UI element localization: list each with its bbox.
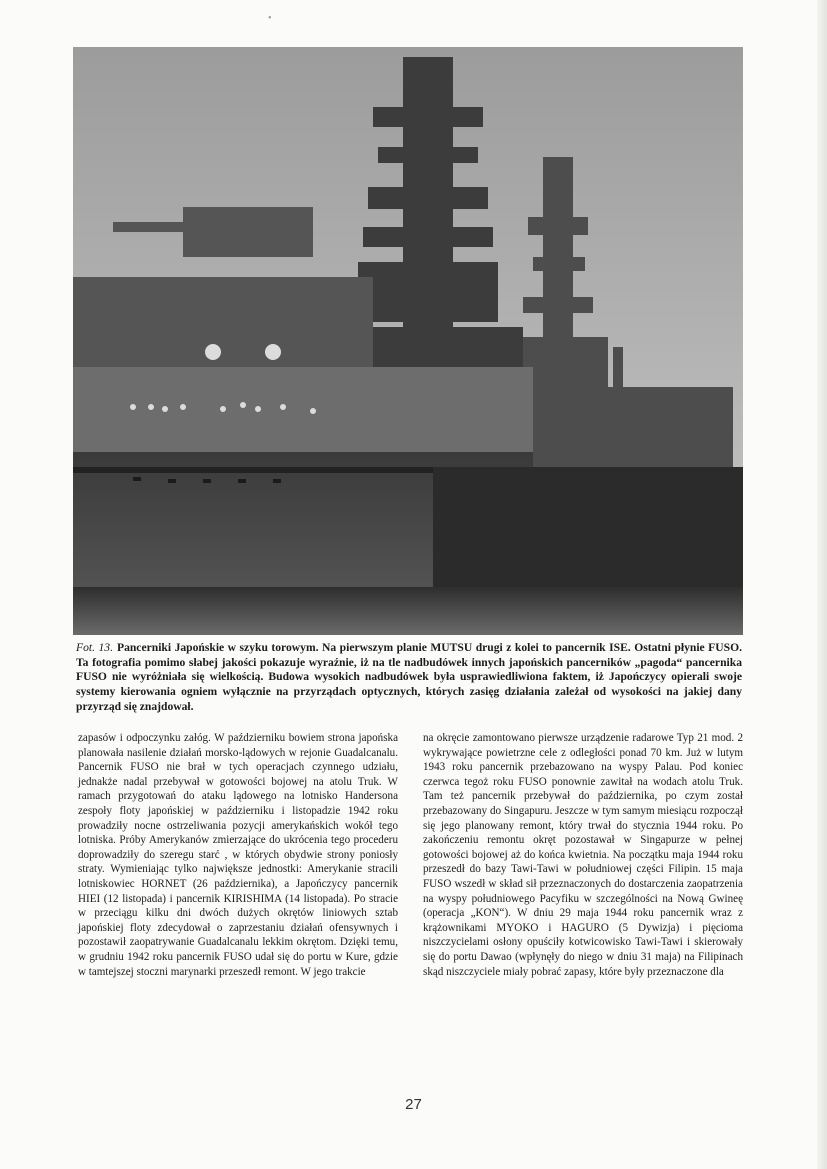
body-paragraph-right: na okręcie zamontowano pierwsze urządzenie radarowe Typ 21 mod. 2 wykrywające powietrzne cele z odległości ponad 70 km. Już w lutym 1943 roku pancernik przebazowano na wyspy Palau. Pod koniec czerwca tegoż roku FUSO ponownie zawitał na wodach atolu Truk. Tam też pancernik przebywał do października, po czym został przebazowany do Singapuru. Jeszcze w tym samym miesiącu rozpoczął się jego planowany remont, który trwał do stycznia 1944 roku. Po zakończeniu remontu okręt pozostawał w Singapurze w pełnej gotowości bojowej aż do końca kwietnia. Na początku maja 1944 roku przeszedł do bazy Tawi-Tawi w południowej części Filipin. 15 maja FUSO wszedł w skład sił przeznaczonych do dostarczenia zaopatrzenia na wyspy południowego Pacyfiku w szczególności na Nową Gwineę (operacja „KON“). W dniu 29 maja 1944 roku pancernik wraz z krążownikami MYOKO i HAGURO (5 Dywizja) i pięcioma niszczycielami osłony opuściły kotwicowisko Tawi-Tawi i skierowały się do portu Dawao (wpłynęły do niego w dniu 31 maja) na Filipinach skąd niszczyciele miały pobrać zapasy, które były przeznaczone dla <box>423 732 743 978</box>
text-column-right <box>423 731 743 979</box>
page-edge-shadow <box>817 0 827 1169</box>
body-paragraph-left: zapasów i odpoczynku załóg. W październiku bowiem strona japońska planowała nasilenie działań morsko-lądowych w rejonie Guadalcanalu. Pancernik FUSO nie brał w tych operacjach czynnego udziału, jednakże nadal przebywał w gotowości bojowej na atolu Truk. W ramach przygotowań do ataku lądowego na lotnisko Handersona zespoły floty japońskiej w październiku i listopadzie 1942 roku prowadziły nocne ostrzeliwania pozycji amerykańskich wokół tego lotniska. Próby Amerykanów zmierzające do ukrócenia tego procederu doprowadziły do szeregu starć , w których obydwie strony poniosły straty. Wymieniając tylko największe jednostki: Amerykanie stracili lotniskowiec HORNET (26 października), a Japończycy pancernik HIEI (12 listopada) i pancernik KIRISHIMA (14 listopada). Po stracie w przeciągu kilku dni dwóch dużych okrętów liniowych sztab japońskiej floty zdecydował o zaprzestaniu działań ofensywnych i pozostawił zaopatrywanie Guadalcanalu lekkim okrętom. Dzięki temu, w grudniu 1942 roku pancernik FUSO udał się do portu w Kure, gdzie w tamtejszej stoczni marynarki przeszedł remont. W jego trakcie <box>78 732 398 978</box>
page-number: 27 <box>405 1096 422 1113</box>
battleship-photograph <box>73 47 743 635</box>
caption-label: Fot. 13. <box>76 641 113 654</box>
caption-text: Pancerniki Japońskie w szyku torowym. Na pierwszym planie MUTSU drugi z kolei to pancernik ISE. Ostatni płynie FUSO. Ta fotografia pomimo słabej jakości pokazuje wyraźnie, iż na tle nadbudówek innych japońskich pancerników „pagoda“ pancernika FUSO nie wyróżniała się wielkością. Budowa wysokich nadbudówek była usprawiedliwiona faktem, iż Japończycy opierali swoje systemy kierowania ogniem wyłącznie na przyrządach optycznych, których zasięg działania zależał od wysokości na jakiej dany przyrząd się znajdował. <box>76 641 742 713</box>
battleships-in-column-image <box>73 47 743 635</box>
scan-speck: • <box>268 13 272 24</box>
text-column-left <box>78 731 398 979</box>
photo-caption <box>76 641 742 715</box>
